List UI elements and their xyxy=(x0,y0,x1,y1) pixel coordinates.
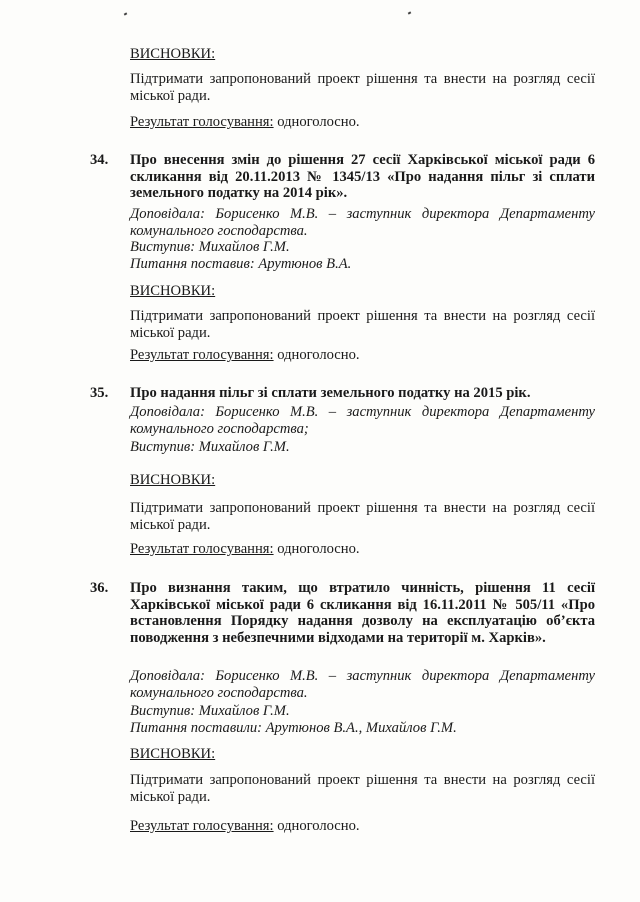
vote-label: Результат голосування: xyxy=(130,114,274,130)
item-conclusions-text: Підтримати запропонований проект рішення та внести на розгляд сесії міської ради. xyxy=(130,772,595,805)
item-conclusions-heading: ВИСНОВКИ: xyxy=(130,283,216,299)
item-vote-result xyxy=(130,347,595,364)
item-conclusions-heading: ВИСНОВКИ: xyxy=(130,746,216,762)
item-speaker: Виступив: Михайлов Г.М. xyxy=(130,703,290,719)
intro-vote-result xyxy=(130,114,595,131)
item-title: Про визнання таким, що втратило чинність, рішення 11 сесії Харківської міської ради 6 скликання від 16.11.2011 № 505/11 «Про встановлення Порядку надання дозволу на експлуатацію об’єкта поводження з небезпечними відходами на території м. Харків». xyxy=(130,580,595,646)
item-number: 36. xyxy=(90,580,109,596)
item-speaker: Виступив: Михайлов Г.М. xyxy=(130,439,290,455)
item-speaker: Виступив: Михайлов Г.М. xyxy=(130,239,290,255)
item-rapporteur: Доповідала: Борисенко М.В. – заступник директора Департаменту комунального господарства. xyxy=(130,206,595,239)
item-conclusions-text: Підтримати запропонований проект рішення та внести на розгляд сесії міської ради. xyxy=(130,308,595,341)
item-vote-result xyxy=(130,541,595,558)
vote-value: одноголосно. xyxy=(273,114,360,130)
vote-label: Результат голосування: xyxy=(130,347,274,363)
vote-value: одноголосно. xyxy=(273,347,360,363)
item-questions: Питання поставили: Арутюнов В.А., Михайлов Г.М. xyxy=(130,720,457,736)
scan-speck xyxy=(124,12,128,15)
item-number: 34. xyxy=(90,152,109,168)
item-title: Про внесення змін до рішення 27 сесії Харківської міської ради 6 скликання від 20.11.2013 № 1345/13 «Про надання пільг зі сплати земельного податку на 2014 рік». xyxy=(130,152,595,201)
item-rapporteur: Доповідала: Борисенко М.В. – заступник директора Департаменту комунального господарства. xyxy=(130,668,595,701)
vote-label: Результат голосування: xyxy=(130,541,274,557)
item-number: 35. xyxy=(90,385,109,401)
item-conclusions-heading: ВИСНОВКИ: xyxy=(130,472,216,488)
vote-value: одноголосно. xyxy=(273,818,360,834)
intro-conclusions-heading: ВИСНОВКИ: xyxy=(130,46,216,62)
vote-label: Результат голосування: xyxy=(130,818,274,834)
item-rapporteur: Доповідала: Борисенко М.В. – заступник директора Департаменту комунального господарства; xyxy=(130,404,595,437)
vote-value: одноголосно. xyxy=(273,541,360,557)
item-questions: Питання поставив: Арутюнов В.А. xyxy=(130,256,352,272)
item-conclusions-text: Підтримати запропонований проект рішення та внести на розгляд сесії міської ради. xyxy=(130,500,595,533)
item-title: Про надання пільг зі сплати земельного податку на 2015 рік. xyxy=(130,385,531,401)
scan-speck xyxy=(408,11,412,14)
item-vote-result xyxy=(130,818,595,835)
intro-conclusions-text: Підтримати запропонований проект рішення та внести на розгляд сесії міської ради. xyxy=(130,71,595,104)
